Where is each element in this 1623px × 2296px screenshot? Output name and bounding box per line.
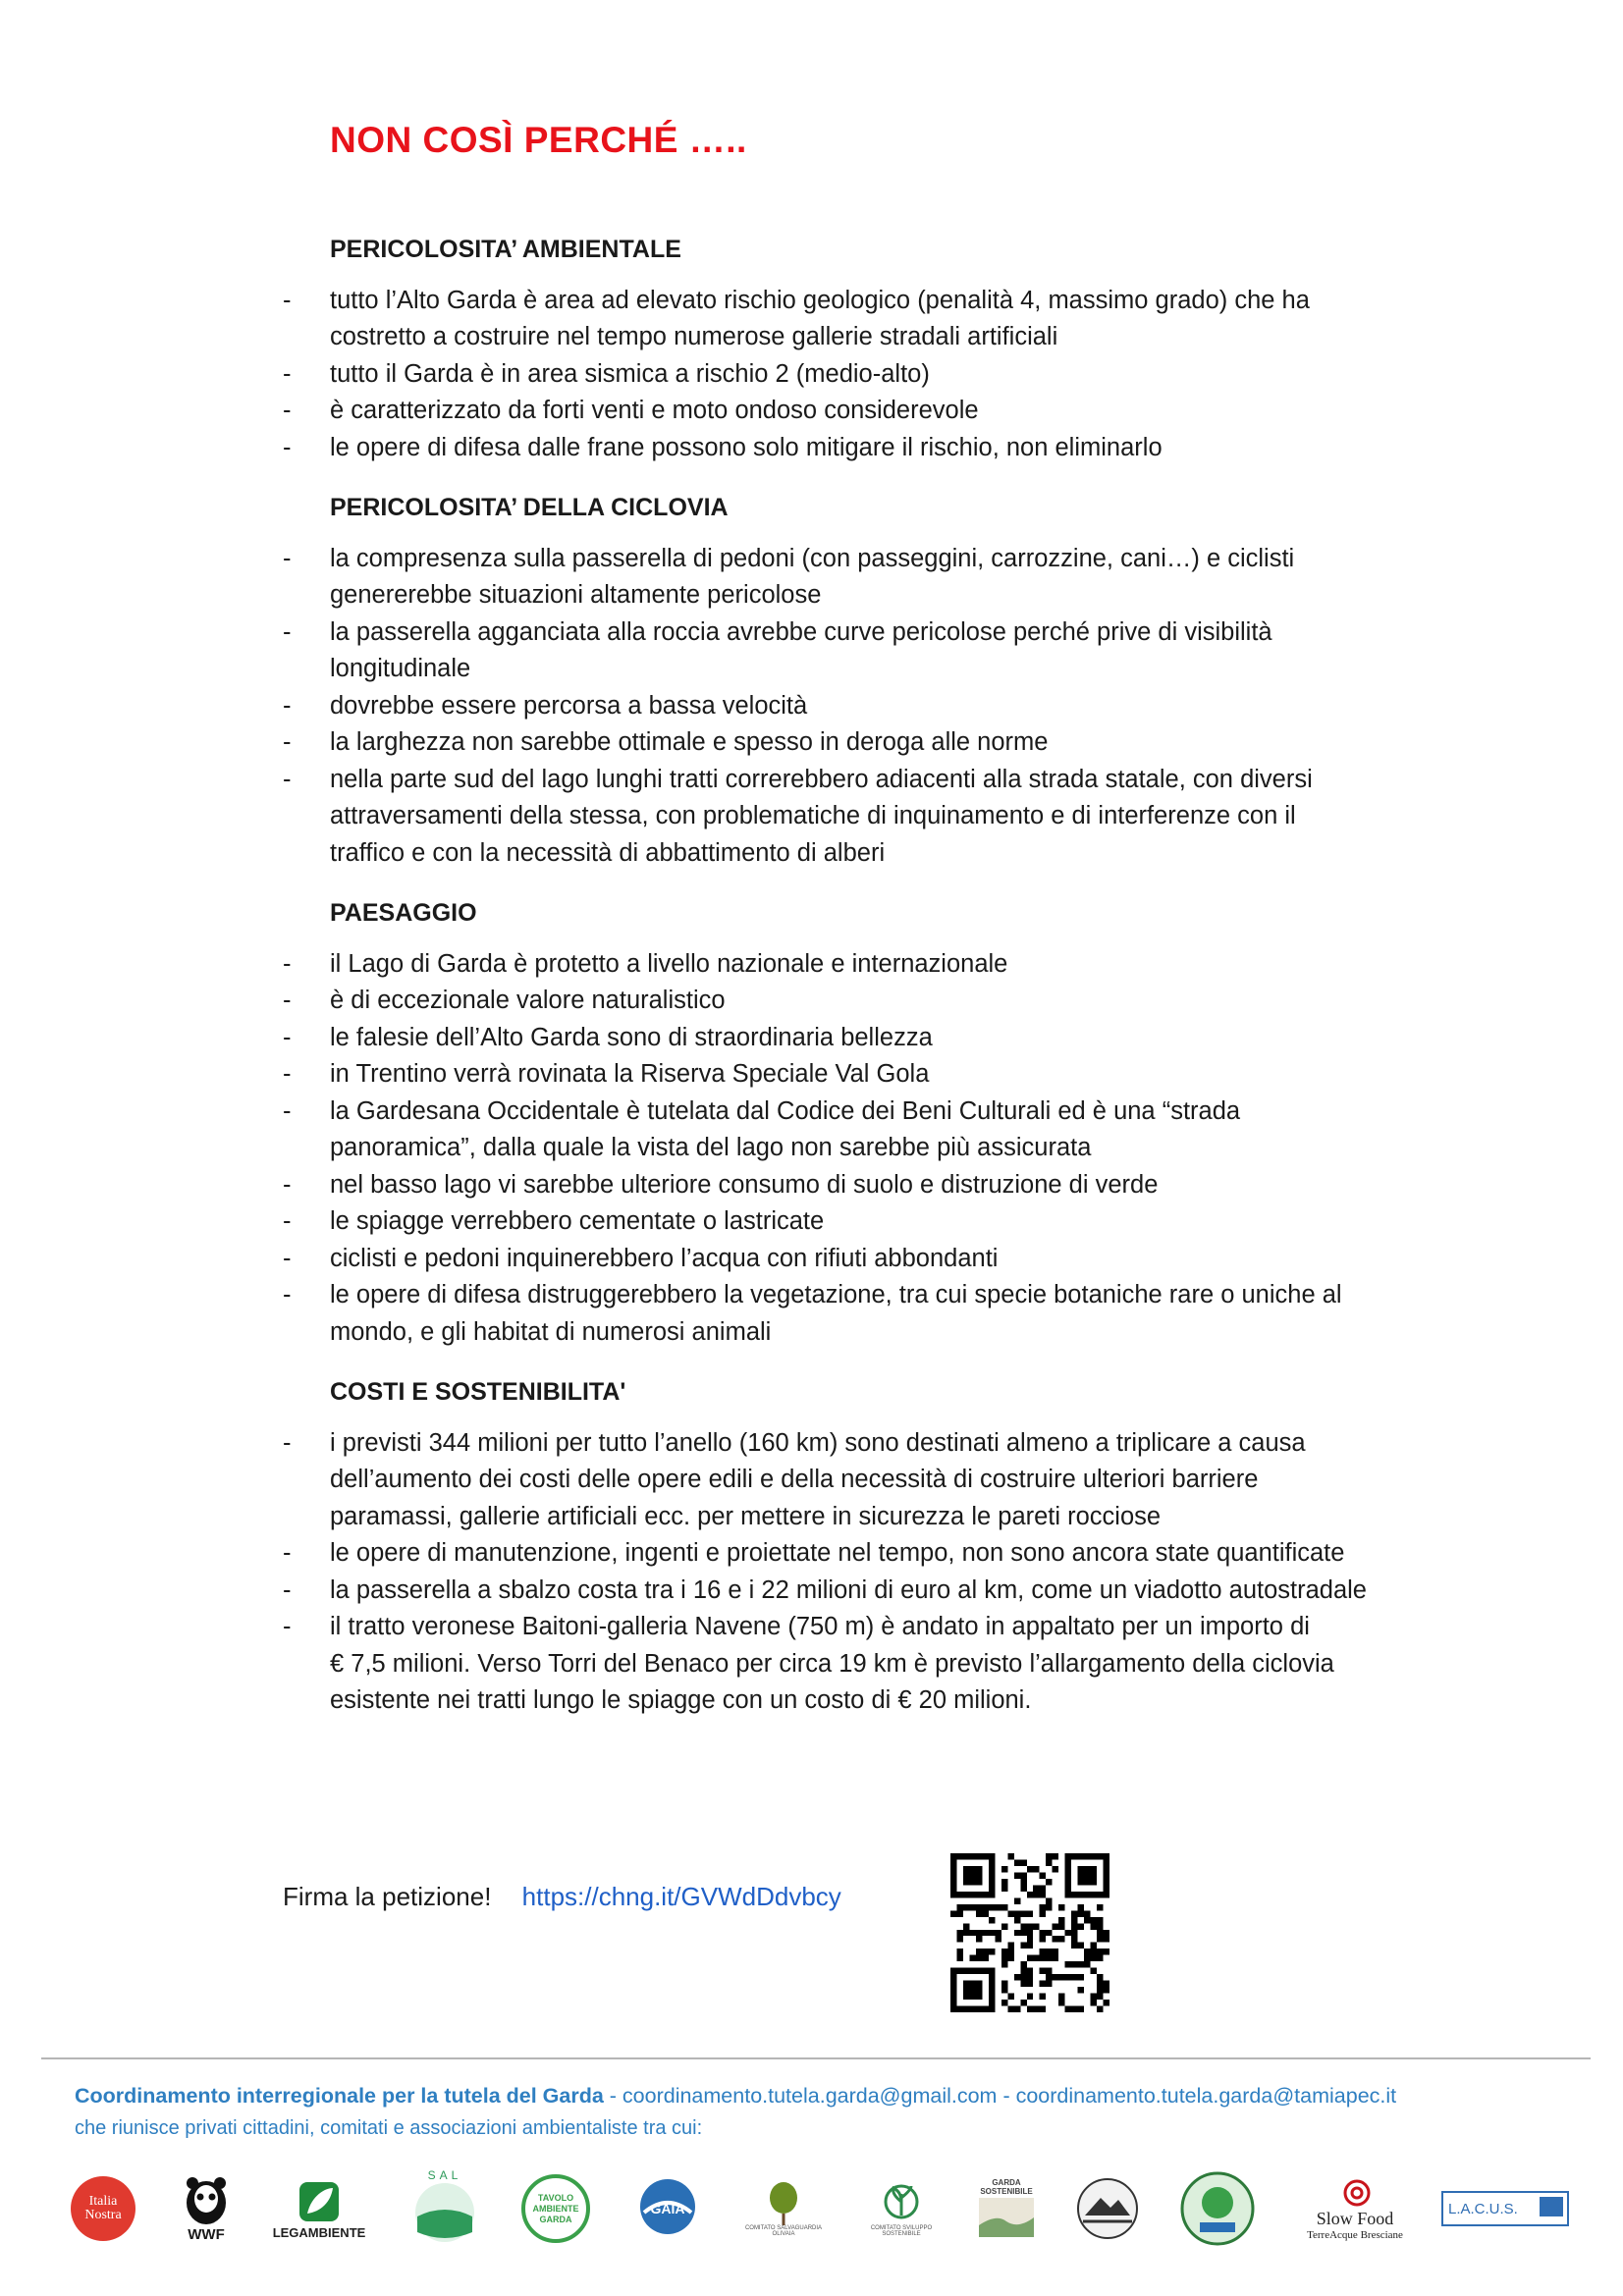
legambiente-text: LEGAMBIENTE (272, 2224, 366, 2240)
comitato-sviluppo-text: COMITATO SVILUPPO SOSTENIBILE (870, 2225, 933, 2237)
list-item-line: la Gardesana Occidentale è tutelata dal Codice dei Beni Culturali ed è una “strada (330, 1096, 1241, 1125)
association-logo (1068, 2164, 1147, 2253)
bullet-list (283, 283, 1510, 467)
petition-line (283, 1882, 841, 1912)
slow-food-logo (1281, 2164, 1429, 2253)
bullet-dash: - (283, 728, 292, 756)
bullet-dash: - (283, 1060, 292, 1088)
list-item-line: traffico e con la necessità di abbattimento di alberi (330, 838, 886, 867)
comitato-salvaguardia-logo (741, 2164, 826, 2253)
slow-food-text: Slow Food (1316, 2208, 1394, 2228)
section (283, 1374, 1510, 1720)
list-item-line: paramassi, gallerie artificiali ecc. per mettere in sicurezza le pareti rocciose (330, 1502, 1162, 1530)
footer-divider (41, 2057, 1591, 2059)
list-item (283, 688, 1510, 725)
bullet-dash: - (283, 1023, 292, 1051)
list-item-line: la passerella a sbalzo costa tra i 16 e i 22 milioni di euro al km, come un viadotto autostradale (330, 1575, 1367, 1604)
bullet-list (283, 541, 1510, 873)
bullet-dash: - (283, 286, 292, 314)
list-item (283, 724, 1510, 762)
bullet-dash: - (283, 544, 292, 572)
footer-subtitle: che riunisce privati cittadini, comitati e associazioni ambientaliste tra cui: (75, 2117, 703, 2139)
list-item-line: attraversamenti della stessa, con problematiche di inquinamento e di interferenze con il (330, 802, 1296, 829)
list-item-line: costretto a costruire nel tempo numerose gallerie stradali artificiali (330, 323, 1058, 350)
bullet-dash: - (283, 987, 292, 1014)
qr-code (950, 1853, 1109, 2012)
bullet-dash: - (283, 433, 292, 461)
page-title: NON COSÌ PERCHÉ ….. (330, 120, 747, 160)
list-item-line: dell’aumento dei costi delle opere edili e della necessità di costruire ulteriori barriere (330, 1466, 1259, 1493)
list-item (283, 614, 1510, 688)
list-item-line: ciclisti e pedoni inquinerebbero l’acqua con rifiuti abbondanti (330, 1244, 999, 1272)
list-item-line: tutto il Garda è in area sismica a rischio 2 (medio-alto) (330, 359, 930, 388)
list-item (283, 1056, 1510, 1094)
comitato-salvaguardia-text: COMITATO SALVAGUARDIA OLIVAIA (744, 2225, 823, 2237)
list-item (283, 946, 1510, 984)
bullet-list (283, 1425, 1510, 1720)
section-heading: PAESAGGIO (330, 899, 477, 927)
list-item (283, 430, 1510, 467)
wwf-logo (177, 2164, 236, 2253)
list-item (283, 1573, 1510, 1610)
italia-nostra-text: Italia Nostra (84, 2194, 122, 2222)
italia-nostra-logo (69, 2164, 137, 2253)
section (283, 232, 1510, 466)
document-body (283, 232, 1510, 1743)
bullet-dash: - (283, 617, 292, 646)
list-item-line: esistente nei tratti lungo le spiagge con un costo di € 20 milioni. (330, 1686, 1032, 1714)
lacus-logo (1438, 2164, 1571, 2253)
list-item (283, 983, 1510, 1020)
section-heading: PERICOLOSITA’ AMBIENTALE (330, 236, 681, 263)
leaf-icon (296, 2178, 343, 2225)
bullet-dash: - (283, 691, 292, 720)
footer-contacts: - coordinamento.tutela.garda@gmail.com - coordinamento.tutela.garda@tamiapec.it (603, 2084, 1397, 2108)
list-item-line: la larghezza non sarebbe ottimale e spesso in deroga alle norme (330, 728, 1049, 756)
bullet-dash: - (283, 1539, 292, 1567)
list-item-line: € 7,5 milioni. Verso Torri del Benaco per circa 19 km è previsto l’allargamento della ciclovia (330, 1649, 1334, 1678)
sal-text: SAL (427, 2168, 462, 2182)
section (283, 490, 1510, 872)
snail-icon (1339, 2177, 1371, 2209)
wwf-text: WWF (188, 2225, 225, 2243)
list-item-line: i previsti 344 milioni per tutto l’anello (160 km) sono destinati almeno a triplicare a causa (330, 1428, 1306, 1457)
list-item (283, 1203, 1510, 1241)
tavolo-text: TAVOLO AMBIENTE GARDA (532, 2192, 579, 2224)
list-item-line: nella parte sud del lago lunghi tratti correrebbero adiacenti alla strada statale, con diversi (330, 765, 1313, 793)
section (283, 895, 1510, 1351)
list-item (283, 762, 1510, 873)
bullet-dash: - (283, 1428, 292, 1457)
list-item-line: longitudinale (330, 655, 471, 682)
list-item-line: panoramica”, dalla quale la vista del lago non sarebbe più assicurata (330, 1134, 1092, 1161)
list-item-line: il tratto veronese Baitoni-galleria Navene (750 m) è andato in appaltato per un importo di (330, 1613, 1310, 1640)
list-item-line: la passerella agganciata alla roccia avrebbe curve pericolose perché prive di visibilità (330, 617, 1272, 646)
list-item-line: dovrebbe essere percorsa a bassa velocità (330, 691, 808, 720)
list-item-line: le opere di difesa dalle frane possono solo mitigare il rischio, non eliminarlo (330, 433, 1163, 461)
partner-logos (69, 2164, 1571, 2253)
bullet-dash: - (283, 1207, 292, 1235)
bullet-dash: - (283, 1575, 292, 1604)
list-item-line: la compresenza sulla passerella di pedoni (con passeggini, carrozzine, cani…) e ciclisti (330, 544, 1295, 572)
list-item-line: le opere di manutenzione, ingenti e proiettate nel tempo, non sono ancora state quantificate (330, 1539, 1345, 1567)
list-item (283, 356, 1510, 394)
section-heading: COSTI E SOSTENIBILITA' (330, 1378, 626, 1406)
gaia-text: GAIA (650, 2201, 685, 2216)
bullet-dash: - (283, 949, 292, 978)
lacus-text: L.A.C.U.S. (1448, 2200, 1518, 2217)
footer-org-line (75, 2084, 1396, 2109)
list-item (283, 393, 1510, 430)
sprout-icon (882, 2180, 921, 2225)
list-item (283, 541, 1510, 614)
list-item-line: tutto l’Alto Garda è area ad elevato rischio geologico (penalità 4, massimo grado) che ha (330, 286, 1310, 314)
list-item (283, 1609, 1510, 1720)
bullet-dash: - (283, 1281, 292, 1308)
list-item-line: genererebbe situazioni altamente pericolose (330, 581, 822, 609)
list-item (283, 1094, 1510, 1167)
sal-logo (407, 2164, 482, 2253)
list-item (283, 1241, 1510, 1278)
list-item-line: mondo, e gli habitat di numerosi animali (330, 1317, 772, 1346)
list-item-line: è caratterizzato da forti venti e moto ondoso considerevole (330, 397, 979, 424)
list-item-line: in Trentino verrà rovinata la Riserva Speciale Val Gola (330, 1060, 930, 1088)
list-item (283, 1425, 1510, 1536)
petition-link[interactable]: https://chng.it/GVWdDdvbcy (521, 1882, 841, 1911)
bullet-dash: - (283, 397, 292, 424)
comitato-sviluppo-logo (859, 2164, 944, 2253)
benessere-territorio-logo (1173, 2164, 1262, 2253)
list-item-line: nel basso lago vi sarebbe ulteriore consumo di suolo e distruzione di verde (330, 1170, 1159, 1199)
bullet-dash: - (283, 1613, 292, 1640)
list-item (283, 1277, 1510, 1351)
list-item-line: le spiagge verrebbero cementate o lastricate (330, 1207, 825, 1235)
garda-sostenibile-text: GARDA SOSTENIBILE (980, 2178, 1033, 2196)
list-item-line: le opere di difesa distruggerebbero la vegetazione, tra cui specie botaniche rare o uniche al (330, 1281, 1342, 1308)
bullet-dash: - (283, 765, 292, 793)
petition-label: Firma la petizione! (283, 1882, 492, 1911)
bullet-list (283, 946, 1510, 1352)
slow-food-subtext: TerreAcque Bresciane (1307, 2228, 1403, 2241)
list-item (283, 283, 1510, 356)
bullet-dash: - (283, 359, 292, 388)
bullet-dash: - (283, 1244, 292, 1272)
list-item (283, 1535, 1510, 1573)
list-item (283, 1167, 1510, 1204)
panda-icon (183, 2175, 230, 2226)
list-item-line: il Lago di Garda è protetto a livello nazionale e internazionale (330, 949, 1008, 978)
bullet-dash: - (283, 1096, 292, 1125)
legambiente-logo (260, 2164, 378, 2253)
olive-icon (764, 2180, 803, 2225)
footer-org: Coordinamento interregionale per la tutela del Garda (75, 2084, 604, 2108)
list-item-line: è di eccezionale valore naturalistico (330, 987, 726, 1014)
bullet-dash: - (283, 1170, 292, 1199)
list-item-line: le falesie dell’Alto Garda sono di straordinaria bellezza (330, 1023, 933, 1051)
section-heading: PERICOLOSITA’ DELLA CICLOVIA (330, 494, 729, 521)
list-item (283, 1020, 1510, 1057)
gaia-logo (630, 2164, 705, 2253)
garda-sostenibile-logo (967, 2164, 1046, 2253)
tavolo-ambiente-garda-logo (518, 2164, 593, 2253)
